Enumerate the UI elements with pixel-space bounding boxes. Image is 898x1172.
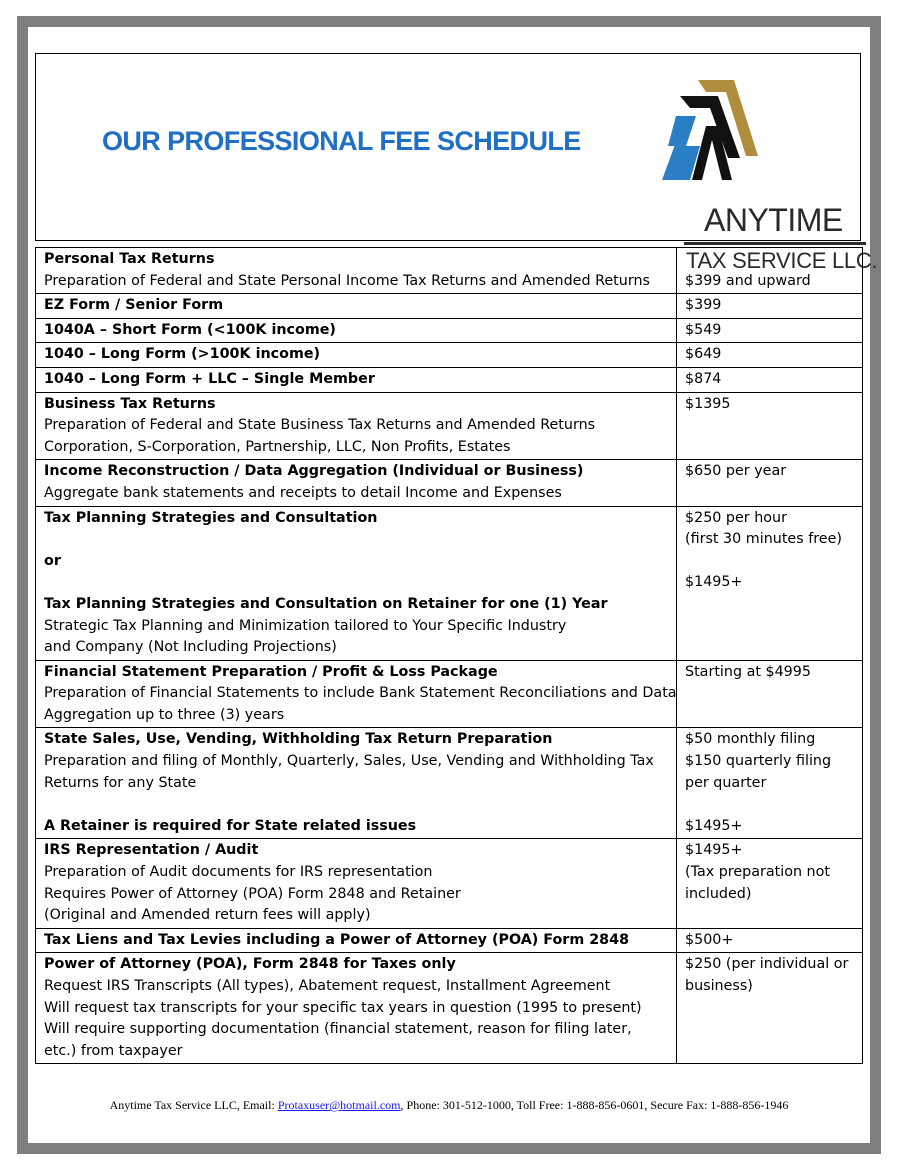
service-detail: Will request tax transcripts for your specific tax years in question (1995 to present) — [44, 999, 642, 1016]
fee-price-cell — [677, 318, 863, 343]
service-description-cell — [36, 318, 677, 343]
service-detail — [44, 794, 668, 816]
service-detail: Aggregate bank statements and receipts to detail Income and Expenses — [44, 484, 562, 501]
fee-row — [36, 839, 863, 928]
service-detail: Aggregation up to three (3) years — [44, 706, 285, 723]
fee-price-cell — [677, 953, 863, 1064]
fee-price-cell — [677, 294, 863, 319]
service-heading: Financial Statement Preparation / Profit & Loss Package — [44, 663, 498, 680]
footer-contact — [0, 1098, 898, 1113]
fee-price: $399 — [685, 297, 722, 314]
service-detail: etc.) from taxpayer — [44, 1042, 183, 1059]
service-description-cell — [36, 248, 677, 294]
fee-price: $549 — [685, 321, 722, 338]
fee-price-cell — [677, 343, 863, 368]
fee-price: $399 and upward — [685, 272, 811, 289]
fee-price-cell — [677, 728, 863, 839]
service-detail: Preparation of Audit documents for IRS representation — [44, 864, 433, 881]
fee-price: $50 monthly filing — [685, 731, 816, 748]
logo-word-anytime: ANYTIME — [704, 202, 843, 238]
service-heading: 1040A – Short Form (<100K income) — [44, 321, 336, 338]
fee-row — [36, 318, 863, 343]
fee-price: $874 — [685, 370, 722, 387]
fee-price-cell — [677, 928, 863, 953]
service-detail: Request IRS Transcripts (All types), Abatement request, Installment Agreement — [44, 978, 611, 994]
fee-price: $1495+ — [685, 817, 743, 834]
service-detail: Requires Power of Attorney (POA) Form 2848 and Retainer — [44, 885, 461, 902]
logo-word-tax-service: TAX SERVICE LLC. — [686, 248, 878, 273]
service-description-cell — [36, 928, 677, 953]
service-heading: Tax Planning Strategies and Consultation on Retainer for one (1) Year — [44, 595, 608, 612]
fee-row — [36, 728, 863, 839]
fee-price: $250 per hour — [685, 509, 787, 526]
service-heading: Income Reconstruction / Data Aggregation (Individual or Business) — [44, 463, 584, 480]
fee-price: $250 (per individual or — [685, 956, 849, 973]
fee-row — [36, 367, 863, 392]
fee-price-cell — [677, 248, 863, 294]
service-description-cell — [36, 392, 677, 460]
service-heading: State Sales, Use, Vending, Withholding Tax Return Preparation — [44, 731, 553, 748]
fee-row — [36, 392, 863, 460]
fee-price-cell — [677, 367, 863, 392]
fee-schedule-table — [35, 247, 863, 1064]
footer-email-link[interactable]: Protaxuser@hotmail.com — [277, 1098, 401, 1112]
fee-price: business) — [685, 978, 753, 994]
service-heading: Tax Planning Strategies and Consultation — [44, 509, 378, 526]
service-heading: or — [44, 552, 61, 569]
fee-price: $1495+ — [685, 574, 743, 591]
service-detail: Corporation, S-Corporation, Partnership, LLC, Non Profits, Estates — [44, 438, 511, 455]
fee-price-cell — [677, 506, 863, 660]
service-description-cell — [36, 728, 677, 839]
fee-price — [685, 551, 854, 573]
service-detail: and Company (Not Including Projections) — [44, 639, 337, 656]
service-description-cell — [36, 839, 677, 928]
page-title: OUR PROFESSIONAL FEE SCHEDULE — [102, 126, 581, 156]
fee-price-cell — [677, 460, 863, 506]
fee-price: $500+ — [685, 931, 734, 948]
fee-row — [36, 343, 863, 368]
fee-price: $150 quarterly filing — [685, 753, 832, 770]
service-detail: Strategic Tax Planning and Minimization tailored to Your Specific Industry — [44, 617, 567, 634]
service-detail: (Original and Amended return fees will apply) — [44, 907, 371, 924]
fee-price: $650 per year — [685, 463, 787, 480]
fee-price: Starting at $4995 — [685, 663, 811, 680]
service-description-cell — [36, 367, 677, 392]
service-description-cell — [36, 294, 677, 319]
fee-price: (first 30 minutes free) — [685, 531, 842, 548]
service-description-cell — [36, 953, 677, 1064]
service-heading: Tax Liens and Tax Levies including a Power of Attorney (POA) Form 2848 — [44, 931, 630, 948]
service-detail: Will require supporting documentation (financial statement, reason for filing later, — [44, 1021, 632, 1038]
service-heading: 1040 – Long Form (>100K income) — [44, 346, 321, 363]
fee-price: included) — [685, 885, 752, 902]
fee-price: $1395 — [685, 395, 731, 412]
fee-price-cell — [677, 392, 863, 460]
service-description-cell — [36, 460, 677, 506]
fee-price-cell — [677, 839, 863, 928]
service-heading: Power of Attorney (POA), Form 2848 for Taxes only — [44, 956, 456, 973]
fee-price: $649 — [685, 346, 722, 363]
service-detail — [44, 529, 668, 551]
service-description-cell — [36, 343, 677, 368]
service-detail — [44, 572, 668, 594]
fee-row — [36, 248, 863, 294]
logo-rule — [684, 242, 866, 245]
fee-row — [36, 460, 863, 506]
footer-prefix: Anytime Tax Service LLC, Email: — [109, 1098, 275, 1112]
service-heading: EZ Form / Senior Form — [44, 297, 224, 314]
fee-price: (Tax preparation not — [685, 864, 830, 881]
service-detail: Preparation of Federal and State Personal Income Tax Returns and Amended Returns — [44, 272, 650, 289]
footer-suffix: , Phone: 301-512-1000, Toll Free: 1-888-856-0601, Secure Fax: 1-888-856-1946 — [400, 1098, 789, 1112]
fee-price-cell — [677, 660, 863, 728]
fee-price — [685, 794, 854, 816]
service-detail: Preparation of Federal and State Business Tax Returns and Amended Returns — [44, 417, 596, 434]
service-description-cell — [36, 660, 677, 728]
fee-schedule-body — [36, 248, 863, 1064]
service-heading: A Retainer is required for State related issues — [44, 817, 417, 834]
service-detail: Preparation and filing of Monthly, Quarterly, Sales, Use, Vending and Withholding Tax — [44, 753, 654, 770]
fee-row — [36, 294, 863, 319]
fee-row — [36, 928, 863, 953]
service-heading: Business Tax Returns — [44, 395, 216, 412]
service-heading: 1040 – Long Form + LLC – Single Member — [44, 370, 375, 387]
service-heading: IRS Representation / Audit — [44, 842, 259, 859]
fee-price — [685, 249, 854, 271]
fee-price: $1495+ — [685, 842, 743, 859]
service-description-cell — [36, 506, 677, 660]
fee-row — [36, 506, 863, 660]
fee-row — [36, 953, 863, 1064]
fee-price: per quarter — [685, 774, 767, 791]
fee-row — [36, 660, 863, 728]
service-detail: Returns for any State — [44, 774, 197, 791]
service-heading: Personal Tax Returns — [44, 251, 215, 267]
service-detail: Preparation of Financial Statements to include Bank Statement Reconciliations and Data — [44, 685, 677, 702]
